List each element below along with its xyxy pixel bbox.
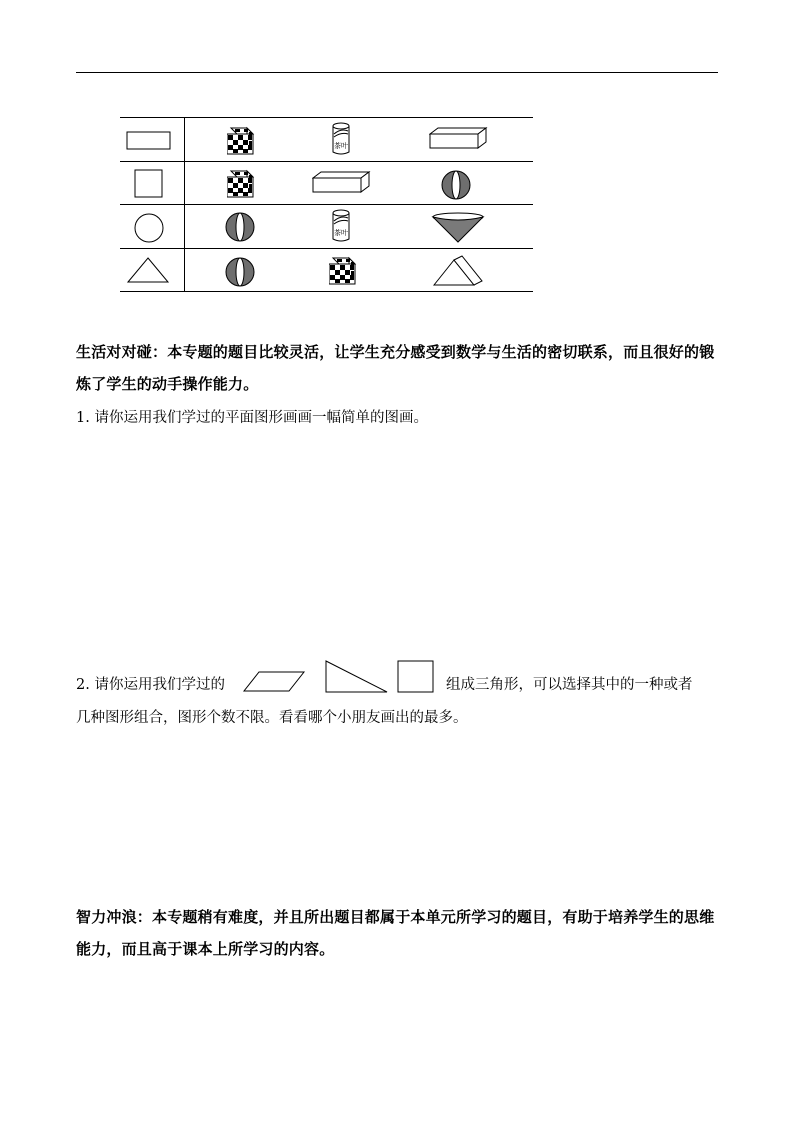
question-2-lead: 2. 请你运用我们学过的 bbox=[76, 677, 225, 693]
cube-icon bbox=[329, 256, 357, 286]
square-icon bbox=[134, 169, 164, 199]
rectangle-icon bbox=[126, 131, 172, 151]
ball-icon bbox=[224, 256, 256, 288]
cone-icon bbox=[431, 212, 485, 244]
shape-table bbox=[120, 117, 533, 292]
ball-icon bbox=[224, 211, 256, 243]
table-rule bbox=[120, 248, 533, 249]
cuboid-icon bbox=[429, 126, 489, 152]
table-rule bbox=[120, 161, 533, 162]
triangular-prism-icon bbox=[432, 254, 484, 288]
cube-icon bbox=[227, 126, 255, 156]
header-rule bbox=[76, 72, 718, 73]
section-life-heading: 生活对对碰：本专题的题目比较灵活，让学生充分感受到数学与生活的密切联系，而且很好的锻炼了学生的动手操作能力。 bbox=[76, 343, 715, 393]
question-2-continue: 组成三角形，可以选择其中的一种或者 bbox=[446, 677, 693, 693]
triangle-icon bbox=[126, 256, 170, 284]
right-triangle-icon bbox=[324, 659, 390, 695]
table-rule bbox=[120, 204, 533, 205]
table-rule bbox=[120, 117, 533, 118]
cube-icon bbox=[227, 169, 255, 199]
square-icon bbox=[397, 660, 435, 694]
table-divider bbox=[184, 117, 185, 292]
section-challenge-heading: 智力冲浪：本专题稍有难度，并且所出题目都属于本单元所学习的题目，有助于培养学生的思维能力，而且高于课本上所学习的内容。 bbox=[76, 908, 715, 958]
cuboid-icon bbox=[312, 170, 372, 196]
tea-can-label: 茶叶 bbox=[334, 142, 348, 150]
circle-icon bbox=[133, 212, 165, 244]
ball-icon bbox=[440, 169, 472, 201]
tea-can-icon bbox=[330, 209, 354, 247]
table-rule bbox=[120, 291, 533, 292]
parallelogram-icon bbox=[242, 670, 307, 694]
tea-can-icon bbox=[330, 122, 354, 160]
question-2-line2: 几种图形组合，图形个数不限。看看哪个小朋友画出的最多。 bbox=[76, 710, 468, 726]
question-1: 1. 请你运用我们学过的平面图形画画一幅简单的图画。 bbox=[76, 410, 428, 426]
tea-can-label: 茶叶 bbox=[334, 229, 348, 237]
